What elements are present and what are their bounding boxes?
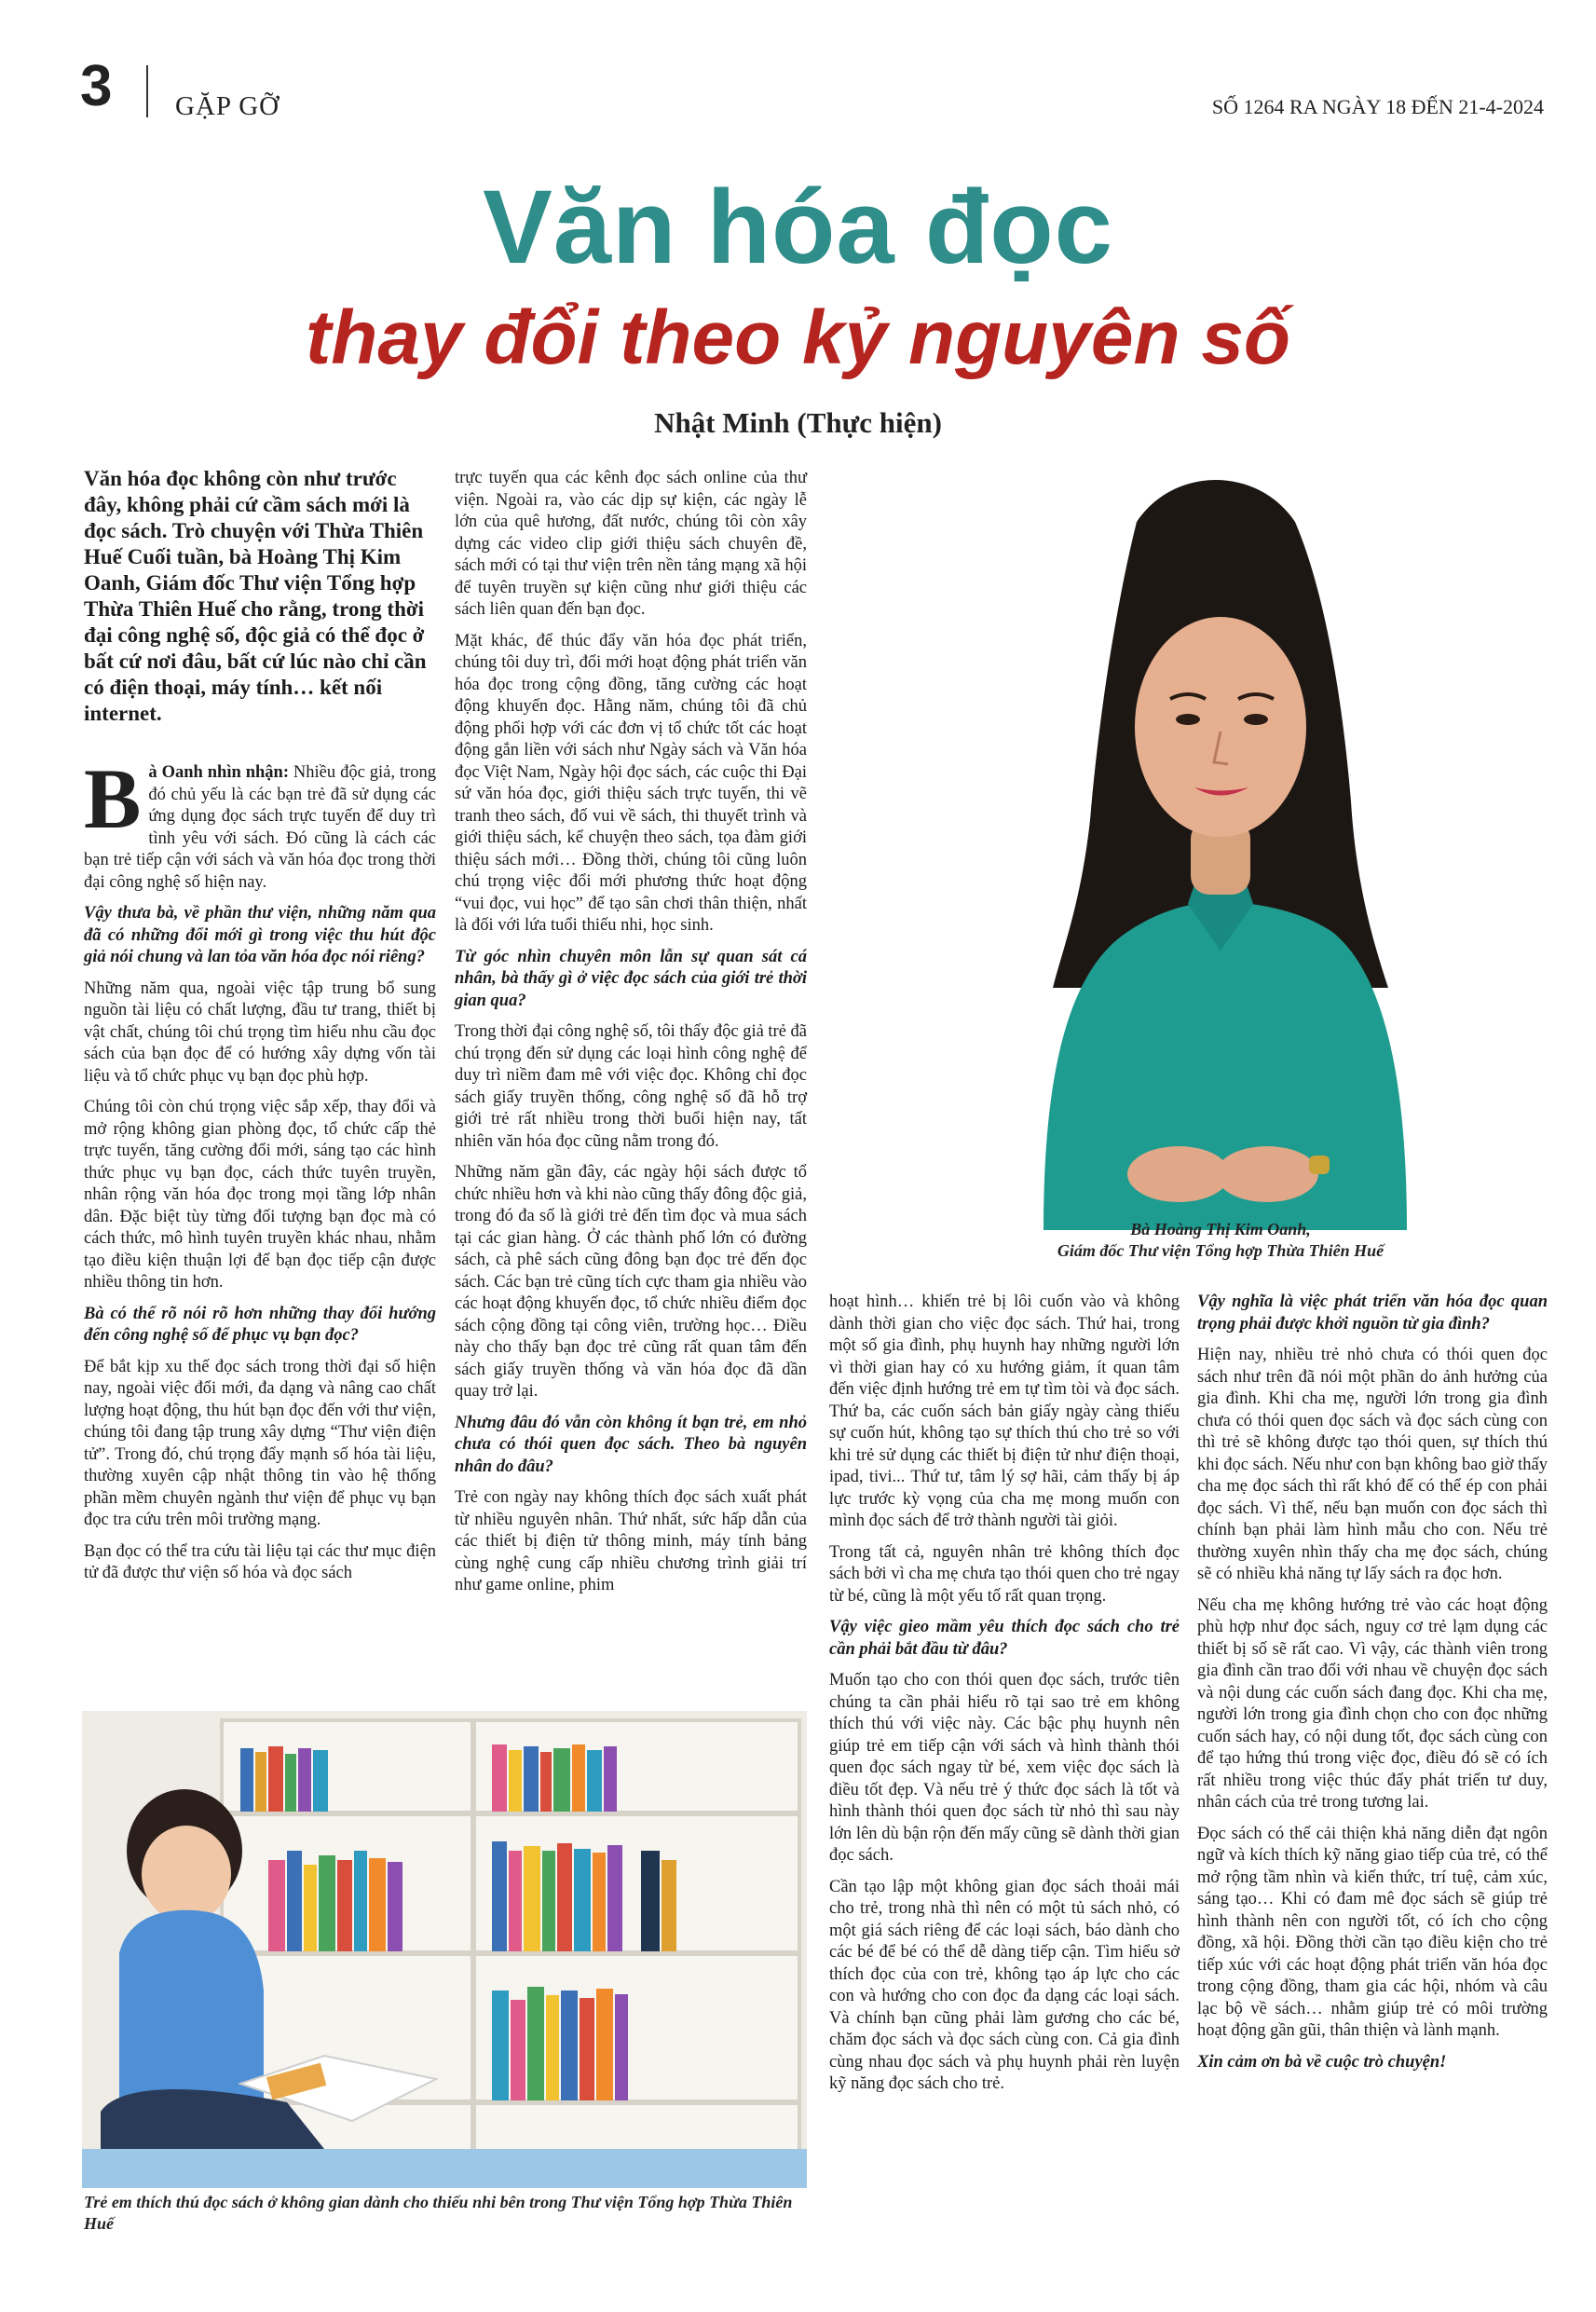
lede-paragraph: Văn hóa đọc không còn như trước đây, không phải cứ cầm sách mới là đọc sách. Trò chuyện với Thừa Thiên Huế Cuối tuần, bà Hoàng Thị Kim Oanh, Giám đốc Thư viện Tổng hợp Thừa Thiên Huế cho rằng, trong thời đại công nghệ số, độc giả có thể đọc ở bất cứ nơi đâu, bất cứ lúc nào chỉ cần có điện thoại, máy tính… kết nối internet. bbox=[84, 467, 427, 725]
question: Bà có thể rõ nói rõ hơn những thay đổi hướng đến công nghệ số để phục vụ bạn đọc? bbox=[84, 1304, 436, 1345]
answer-paragraph: Mặt khác, để thúc đẩy văn hóa đọc phát triển, chúng tôi duy trì, đổi mới hoạt động phát triển văn hóa đọc trong cộng đồng, tăng cường các hoạt động khuyến đọc. Hằng năm, chúng tôi đã chủ động phối hợp với các đơn vị tổ chức tốt các hoạt động gắn liền với sách như Ngày sách và Văn hóa đọc Việt Nam, Ngày hội đọc sách, các cuộc thi Đại sứ văn hóa đọc, giới thiệu sách trực tuyến, thi vẽ tranh theo sách, đố vui về sách, thi thuyết trình và giới thiệu sách, kể chuyện theo sách, tọa đàm giới thiệu sách mới… Đồng thời, chúng tôi cũng luôn chú trọng việc đổi mới phương thức hoạt động “vui đọc, vui học” để tạo sân chơi thân thiện, nhất là đối với lứa tuổi thiếu nhi, học sinh. bbox=[455, 631, 807, 935]
column-4 bbox=[1197, 1292, 1548, 2083]
answer-paragraph: Nếu cha mẹ không hướng trẻ vào các hoạt động phù hợp như đọc sách, nguy cơ trẻ lạm dụng các thiết bị số sẽ rất cao. Vì vậy, các thành viên trong gia đình cần trao đổi với nhau về chuyện đọc sách và nội dung các cuốn sách đang đọc. Khi cha mẹ, người lớn trong gia đình chọn cho con đọc những cuốn sách hay, có nội dung tốt, đọc sách cùng con để tạo hứng thú trong việc đọc, điều đó sẽ có ích rất nhiều trong việc thúc đẩy phát triển tư duy, nhân cách của trẻ trong tương lai. bbox=[1197, 1595, 1548, 1812]
question: Vậy việc gieo mầm yêu thích đọc sách cho trẻ cần phải bắt đầu từ đâu? bbox=[829, 1618, 1180, 1659]
photo-caption: Trẻ em thích thú đọc sách ở không gian dành cho thiếu nhi bên trong Thư viện Tổng hợp Thừa Thiên Huế bbox=[84, 2193, 793, 2233]
portrait-caption bbox=[941, 1219, 1500, 1262]
answer-paragraph: Để bắt kịp xu thế đọc sách trong thời đại số hiện nay, ngoài việc đổi mới, đa dạng và nâng cao chất lượng hoạt động, thu hút bạn đọc đến với thư viện, chúng tôi đang tập trung xây dựng “Thư viện điện tử”. Trong đó, chú trọng đẩy mạnh số hóa tài liệu, thường xuyên cập nhật thông tin vào hệ thống phần mềm chuyên ngành thư viện để phục vụ bạn đọc tra cứu trên môi trường mạng. bbox=[84, 1357, 436, 1529]
answer-paragraph: Chúng tôi còn chú trọng việc sắp xếp, thay đổi và mở rộng không gian phòng đọc, tổ chức cấp thẻ trực tuyến, tăng cường đổi mới, sáng tạo các hình thức phục vụ bạn đọc, cách thức tuyên truyền, nhân rộng văn hóa đọc trong mọi tầng lớp nhân dân. Đặc biệt tùy từng đối tượng bạn đọc mà có cách thức, mô hình tuyên truyền khác nhau, nhằm tạo điều kiện thuận lợi để bạn đọc tiếp cận được nhiều thông tin hơn. bbox=[84, 1098, 436, 1292]
closing-thanks: Xin cảm ơn bà về cuộc trò chuyện! bbox=[1197, 2052, 1447, 2072]
answer-paragraph: Muốn tạo cho con thói quen đọc sách, trước tiên chúng ta cần phải hiểu rõ tại sao trẻ em không thích thú với việc này. Các bậc phụ huynh nên giúp trẻ em tiếp cận với sách và hình thành thói quen đọc sách ngay từ bé, xem việc đọc sách là điều tốt đẹp. Và nếu trẻ ý thức đọc sách là tốt và hình thành thói quen đọc sách từ nhỏ thì sau này lớn lên dù bận rộn đến mấy cũng sẽ dành thời gian đọc sách. bbox=[829, 1671, 1180, 1865]
question: Nhưng đâu đó vẫn còn không ít bạn trẻ, em nhỏ chưa có thói quen đọc sách. Theo bà nguyên nhân do đâu? bbox=[455, 1413, 807, 1476]
answer-paragraph: Bạn đọc có thể tra cứu tài liệu tại các thư mục điện tử đã được thư viện số hóa và đọc sách bbox=[84, 1541, 436, 1582]
library-photo bbox=[82, 1711, 807, 2188]
portrait-photo bbox=[988, 466, 1453, 1230]
opening-lead: à Oanh nhìn nhận: bbox=[148, 763, 289, 782]
portrait-caption-name: Bà Hoàng Thị Kim Oanh, bbox=[1130, 1220, 1311, 1238]
headline: Văn hóa đọc bbox=[483, 169, 1113, 285]
byline: Nhật Minh (Thực hiện) bbox=[654, 406, 942, 439]
answer-paragraph: Những năm gần đây, các ngày hội sách được tổ chức nhiều hơn và khi nào cũng thấy đông độc giả, trong đó đa số là giới trẻ đến tìm đọc và mua sách tại các gian hàng. Ở các thành phố lớn có đường sách, cà phê sách cũng đông bạn đọc trẻ đến đọc sách. Các bạn trẻ cũng tích cực tham gia nhiều vào các hoạt động khuyến đọc, tổ chức nhiều điểm đọc sách cộng đồng tại công viên, trường học… Điều này cho thấy bạn đọc trẻ cũng rất quan tâm đến sách giấy truyền thống và văn hóa đọc đã dần quay trở lại. bbox=[455, 1163, 807, 1401]
issue-info: SỐ 1264 RA NGÀY 18 ĐẾN 21-4-2024 bbox=[1211, 95, 1544, 118]
section-label: GẶP GỠ bbox=[175, 91, 280, 121]
answer-paragraph: Trong thời đại công nghệ số, tôi thấy độc giả trẻ đã chú trọng đến sử dụng các loại hình công nghệ để duy trì niềm đam mê với việc đọc. Không chỉ đọc sách giấy truyền thống, công nghệ số đã hỗ trợ giới trẻ rất nhiều trong thời buổi hiện nay, tất nhiên văn hóa đọc cũng nằm trong đó. bbox=[455, 1022, 808, 1151]
subheadline: thay đổi theo kỷ nguyên số bbox=[305, 295, 1291, 380]
column-2 bbox=[455, 468, 807, 1607]
header-divider bbox=[146, 65, 148, 117]
answer-paragraph: Hiện nay, nhiều trẻ nhỏ chưa có thói quen đọc sách như trên đã nói một phần do ảnh hưởng của gia đình. Khi cha mẹ, người lớn trong gia đình chưa có thói quen đọc sách và đọc sách cùng con thì trẻ sẽ không được tạo thói quen, sự thích thú khi đọc sách. Nếu như con bạn không bao giờ thấy cha mẹ đọc sách thì rất khó để có thể ép con phải đọc sách. Vì thế, nếu bạn muốn con đọc sách thì chính bạn phải làm hình mẫu cho con. Nếu trẻ thường xuyên nhìn thấy cha mẹ đọc sách, chúng sẽ có nhiều khả năng tự lấy sách ra đọc hơn. bbox=[1197, 1346, 1548, 1583]
page-number: 3 bbox=[80, 54, 113, 118]
answer-paragraph: hoạt hình… khiến trẻ bị lôi cuốn vào và không dành thời gian cho việc đọc sách. Thứ hai, trong một số gia đình, phụ huynh hay những người lớn vì thời gian hay có xu hướng giảm, ít quan tâm đến việc định hướng trẻ em tự tìm tòi và đọc sách. Thứ ba, các cuốn sách bản giấy ngày càng thiếu sự cuốn hút, không tạo sự thích thú cho trẻ so với khi trẻ sử dụng các thiết bị điện tử như điện thoại, ipad, tivi... Thứ tư, tâm lý sợ hãi, cảm thấy bị áp lực trước kỳ vọng của cha mẹ mong muốn con mình đọc sách để trở thành người tài giỏi. bbox=[829, 1293, 1180, 1530]
question: Từ góc nhìn chuyên môn lẫn sự quan sát cá nhân, bà thấy gì ở việc đọc sách của giới trẻ thời gian qua? bbox=[455, 947, 807, 1010]
column-1 bbox=[84, 751, 436, 1594]
answer-paragraph: Trong tất cả, nguyên nhân trẻ không thích đọc sách bởi vì cha mẹ chưa tạo thói quen cho trẻ ngay từ bé, cũng là một yếu tố rất quan trọng. bbox=[829, 1542, 1180, 1606]
answer-paragraph: Trẻ con ngày nay không thích đọc sách xuất phát từ nhiều nguyên nhân. Thứ nhất, sức hấp dẫn của các thiết bị điện tử thông minh, máy tính bảng cùng nghệ cung cấp nhiều chương trình giải trí như game online, phim bbox=[455, 1488, 807, 1594]
drop-cap: B bbox=[84, 751, 142, 846]
portrait-caption-title: Giám đốc Thư viện Tổng hợp Thừa Thiên Huế bbox=[1057, 1241, 1385, 1260]
answer-paragraph: Cần tạo lập một không gian đọc sách thoải mái cho trẻ, trong nhà thì nên có một tủ sách nhỏ, có một giá sách riêng để các loại sách, báo dành cho các bé để bé có thể dễ dàng tiếp cận. Tìm hiểu sở thích đọc của con trẻ, không tạo áp lực cho các con và hướng cho con đọc đa dạng các loại sách. Và chính bạn cũng phải làm gương cho các bé, chăm đọc sách và đọc sách cùng con. Cả gia đình cùng nhau đọc sách và phụ huynh phải rèn luyện kỹ năng đọc sách cho trẻ. bbox=[829, 1877, 1180, 2093]
column-3 bbox=[829, 1292, 1180, 2105]
answer-paragraph: Những năm qua, ngoài việc tập trung bổ sung nguồn tài liệu có chất lượng, đầu tư trang, thiết bị vật chất, chúng tôi chú trọng tìm hiểu nhu cầu đọc sách của bạn đọc để có hướng xây dựng vốn tài liệu và tổ chức phục vụ bạn đọc phù hợp. bbox=[84, 978, 436, 1086]
opening-text: Nhiều độc giả, trong đó chủ yếu là các bạn trẻ đã sử dụng các ứng dụng đọc sách trực tuyến để duy trì tình yêu với sách. Đó cũng là cách các bạn trẻ tiếp cận với sách và văn hóa đọc trong thời đại công nghệ số hiện nay. bbox=[84, 763, 436, 892]
opening-paragraph bbox=[84, 751, 436, 894]
question: Vậy thưa bà, về phần thư viện, những năm qua đã có những đổi mới gì trong việc thu hút độc giả nói chung và lan tỏa văn hóa đọc nói riêng? bbox=[84, 904, 436, 966]
answer-paragraph: trực tuyến qua các kênh đọc sách online của thư viện. Ngoài ra, vào các dịp sự kiện, các ngày lễ lớn của quê hương, đất nước, chúng tôi còn xây dựng các video clip giới thiệu sách chuyên đề, sách mới có tại thư viện trên nền tảng mạng xã hội để tuyên truyền sự kiện cũng như giới thiệu các sách liên quan đến bạn đọc. bbox=[455, 469, 807, 619]
question: Vậy nghĩa là việc phát triển văn hóa đọc quan trọng phải được khởi nguồn từ gia đình? bbox=[1197, 1293, 1548, 1334]
answer-paragraph: Đọc sách có thể cải thiện khả năng diễn đạt ngôn ngữ và kích thích kỹ năng giao tiếp của trẻ, có thể mở rộng tầm nhìn và kiến thức, trí tuệ, cảm xúc, sáng tạo… Khi có đam mê đọc sách sẽ giúp trẻ hình thành nên con người tốt, có ích cho cộng đồng, xã hội. Đồng thời cần tạo điều kiện cho trẻ tiếp xúc với các hoạt động phát triển văn hóa đọc trong cộng đồng, tham gia các hội, nhóm và câu lạc bộ về sách… nhằm giúp trẻ có môi trường hoạt động gần gũi, thân thiện và lành mạnh. bbox=[1197, 1824, 1548, 2040]
